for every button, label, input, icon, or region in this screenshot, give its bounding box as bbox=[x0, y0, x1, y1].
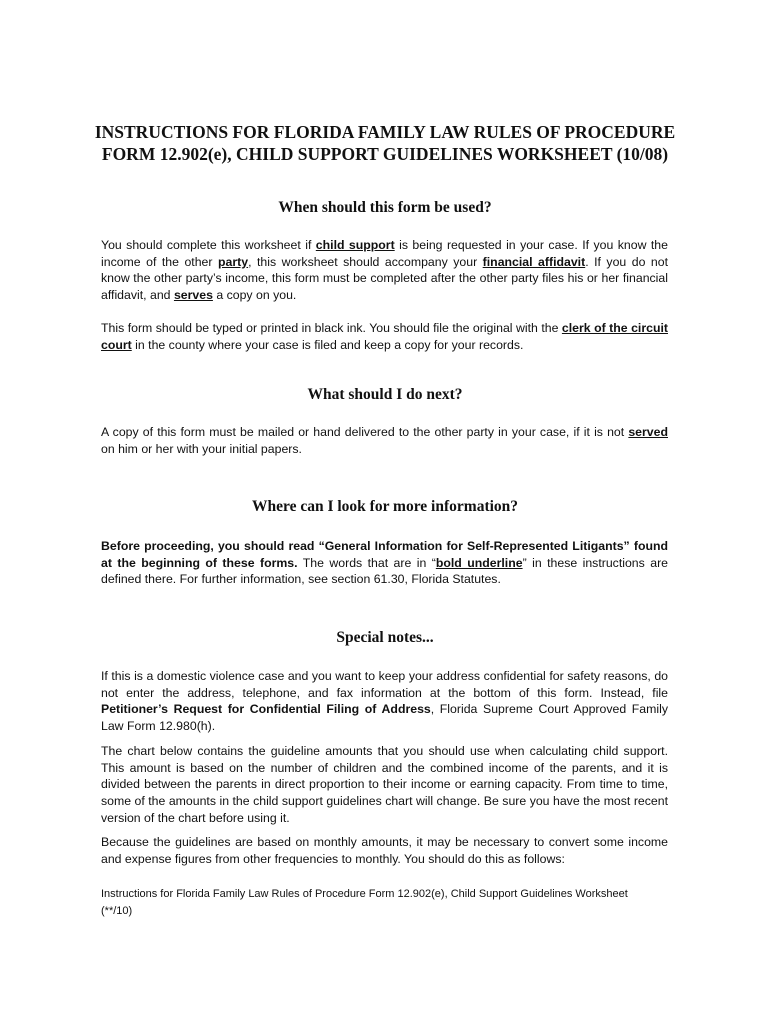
heading-when: When should this form be used? bbox=[278, 199, 492, 216]
term-clerk-of-circuit-court: clerk of the circuit court bbox=[101, 321, 668, 352]
read-general-information-note: Before proceeding, you should read “General Information for Self-Represented Litigants” found at the beginning of these forms. bbox=[101, 539, 668, 570]
paragraph-next-1: A copy of this form must be mailed or hand delivered to the other party in your case, if it is not served on him or her with your initial papers. bbox=[101, 425, 668, 456]
document-title bbox=[40, 121, 730, 165]
term-financial-affidavit: financial affidavit bbox=[482, 254, 586, 269]
title-line-1: INSTRUCTIONS FOR FLORIDA FAMILY LAW RULES OF PROCEDURE bbox=[94, 122, 676, 142]
term-serves: serves bbox=[173, 288, 213, 303]
footer-line-1: Instructions for Florida Family Law Rules of Procedure Form 12.902(e), Child Support Guidelines Worksheet bbox=[101, 888, 628, 900]
paragraph-info-1: Before proceeding, you should read “General Information for Self-Represented Litigants” found at the beginning of these forms. The words that are in “bold underline” in these instructions are defined there. For further information, see section 61.30, Florida Statutes. bbox=[101, 539, 668, 587]
heading-special-notes: Special notes... bbox=[336, 629, 434, 646]
heading-info: Where can I look for more information? bbox=[251, 498, 519, 515]
term-child-support: child support bbox=[315, 238, 395, 252]
paragraph-when-2: This form should be typed or printed in black ink. You should file the original with the clerk of the circuit court in the county where your case is filed and keep a copy for your records. bbox=[101, 321, 668, 352]
term-party: party bbox=[218, 254, 249, 269]
page-footer bbox=[101, 886, 668, 919]
heading-next: What should I do next? bbox=[307, 386, 463, 403]
title-line-2: FORM 12.902(e), CHILD SUPPORT GUIDELINES WORKSHEET (10/08) bbox=[101, 144, 669, 164]
term-served: served bbox=[628, 425, 668, 439]
footer-line-2: (**/10) bbox=[101, 904, 133, 917]
paragraph-notes-1: If this is a domestic violence case and you want to keep your address confidential for safety reasons, do not enter the address, telephone, and fax information at the bottom of this form. Instead, file Petitioner’s Request for Confidential Filing of Address, Florida Supreme Court Approved Family Law Form 12.980(h). bbox=[101, 669, 668, 734]
paragraph-when-1: You should complete this worksheet if child support is being requested in your case. If you know the income of the other party, this worksheet should accompany your financial affidavit. If you do not know the other party’s income, this form must be completed after the other party files his or her financial affidavit, and serves a copy on you. bbox=[101, 238, 669, 303]
form-title-confidential-filing: Petitioner’s Request for Confidential Filing of Address bbox=[101, 702, 431, 717]
paragraph-notes-2: The chart below contains the guideline amounts that you should use when calculating child support. This amount is based on the number of children and the combined income of the parents, and it is divided between the parents in direct proportion to their income or earning capacity. From time to time, some of the amounts in the child support guidelines chart will change. Be sure you have the most recent version of the chart before using it. bbox=[101, 744, 668, 825]
paragraph-notes-3: Because the guidelines are based on monthly amounts, it may be necessary to convert some income and expense figures from other frequencies to monthly. You should do this as follows: bbox=[101, 835, 668, 866]
term-bold-underline: bold underline bbox=[435, 555, 523, 570]
